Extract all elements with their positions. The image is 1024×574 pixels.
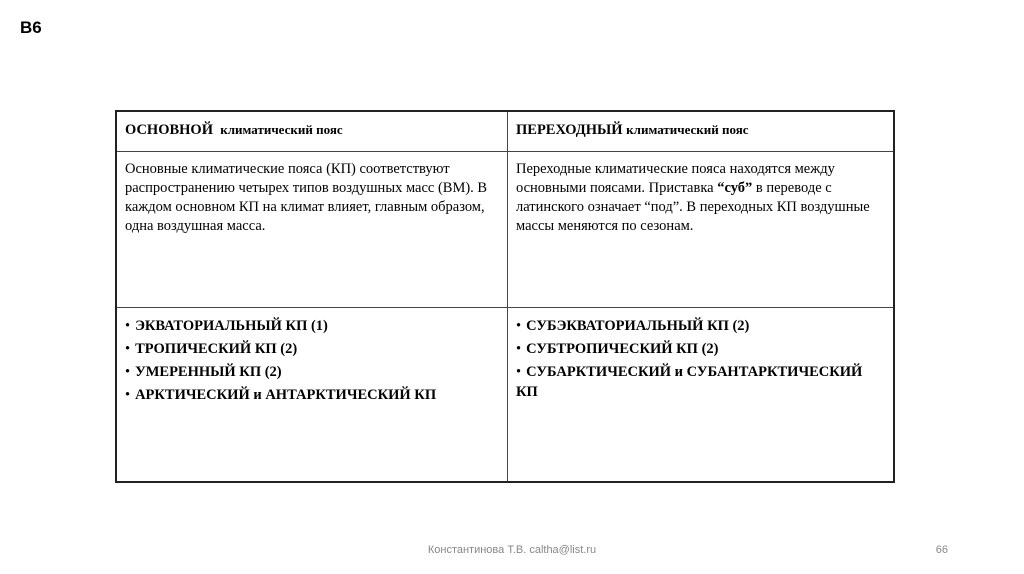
footer-author: Константинова Т.В. caltha@list.ru: [427, 544, 597, 556]
climate-zones-table: [115, 110, 895, 483]
header-transitional-zone-rest: климатический пояс: [626, 122, 749, 137]
list-item: • АРКТИЧЕСКИЙ и АНТАРКТИЧЕСКИЙ КП: [125, 387, 437, 403]
list-item: • СУБТРОПИЧЕСКИЙ КП (2): [516, 341, 719, 357]
bullet-marker: •: [516, 318, 522, 334]
slide-label: В6: [20, 18, 42, 37]
main-zone-list-cell: [117, 308, 508, 481]
main-zone-list: [125, 316, 499, 405]
list-item: • ТРОПИЧЕСКИЙ КП (2): [125, 341, 298, 357]
transitional-zone-description: [508, 152, 893, 308]
page-number: 66: [935, 544, 948, 556]
list-item: • СУБАРКТИЧЕСКИЙ и СУБАНТАРКТИЧЕСКИЙ КП: [516, 364, 863, 400]
bullet-marker: •: [125, 318, 131, 334]
transitional-description-part1: Переходные климатические пояса находятся между основными поясами. Приставка: [516, 161, 835, 196]
bullet-marker: •: [125, 387, 131, 403]
bullet-marker: •: [516, 364, 522, 380]
header-main-zone-rest: климатический пояс: [220, 122, 343, 137]
header-main-zone-keyword: ОСНОВНОЙ: [125, 122, 213, 138]
prefix-sub-term: “суб”: [717, 180, 753, 196]
list-item: • СУБЭКВАТОРИАЛЬНЫЙ КП (2): [516, 318, 750, 334]
bullet-marker: •: [125, 364, 131, 380]
transitional-zone-list: [516, 316, 885, 402]
header-transitional-zone: [508, 112, 893, 152]
list-item: • УМЕРЕННЫЙ КП (2): [125, 364, 282, 380]
header-transitional-zone-keyword: ПЕРЕХОДНЫЙ: [516, 122, 623, 138]
transitional-zone-list-cell: [508, 308, 893, 481]
transitional-description-part2: в переводе с латинского означает “под”. В переходных КП воздушные массы меняются по сезонам.: [516, 180, 870, 234]
bullet-marker: •: [125, 341, 131, 357]
list-item: • ЭКВАТОРИАЛЬНЫЙ КП (1): [125, 318, 328, 334]
main-zone-description: Основные климатические пояса (КП) соответствуют распространению четырех типов воздушных масс (ВМ). В каждом основном КП на климат влияет, главным образом, одна воздушная масса.: [117, 152, 508, 308]
header-main-zone: [117, 112, 508, 152]
bullet-marker: •: [516, 341, 522, 357]
